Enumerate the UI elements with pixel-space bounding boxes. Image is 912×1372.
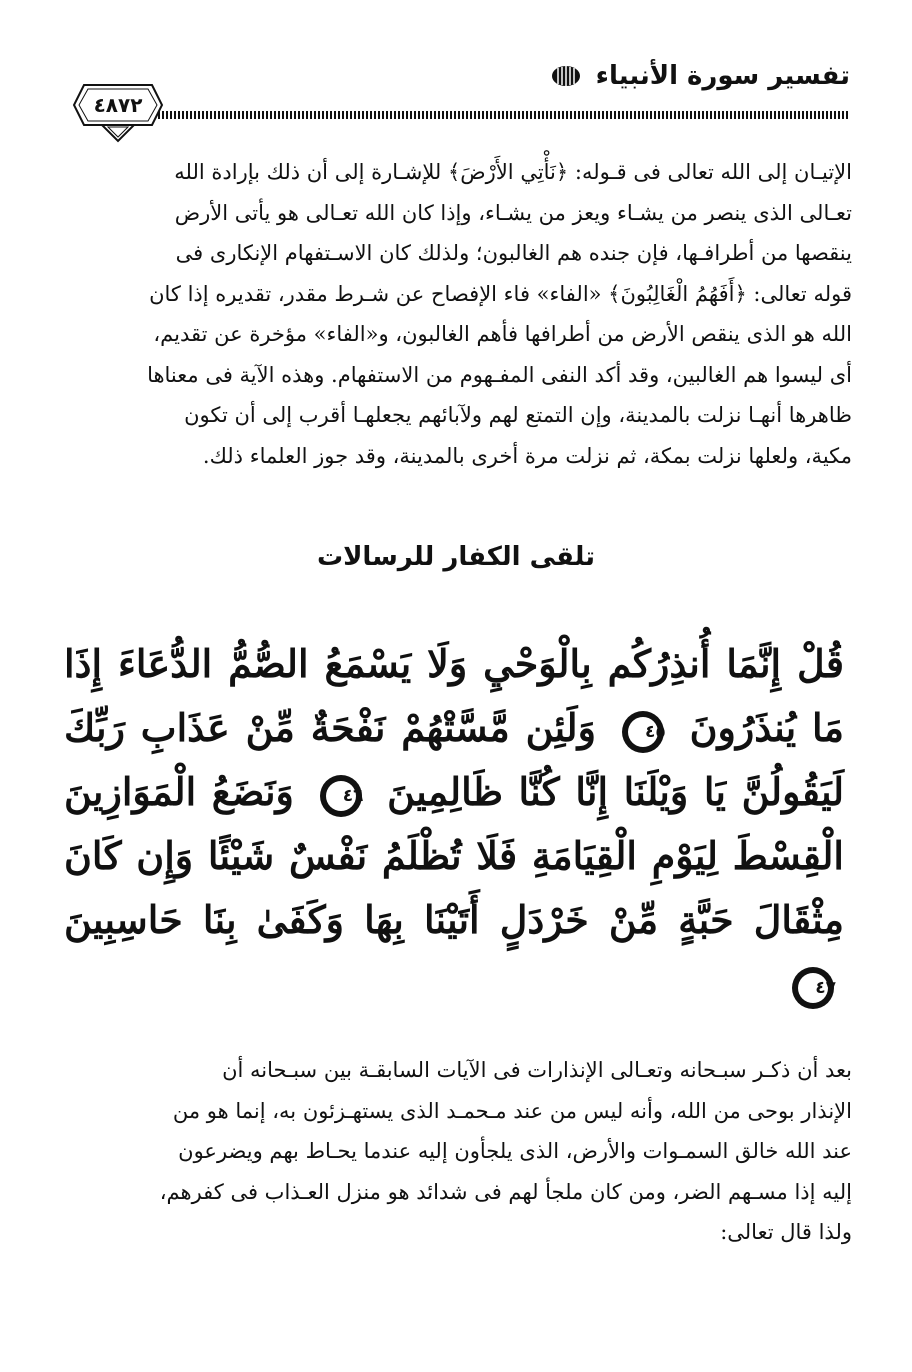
paragraph-line: أى ليسوا هم الغالبين، وقد أكد النفى المفـهوم من الاستفهام. وهذه الآية فى معناها	[147, 362, 852, 387]
quran-line: قُلْ إِنَّمَا أُنذِرُكُم بِالْوَحْيِ وَلَا يَسْمَعُ الصُّمُّ الدُّعَاءَ إِذَا	[64, 641, 844, 686]
paragraph-bottom	[60, 1050, 852, 1253]
quran-line	[64, 888, 844, 1016]
ayah-number: ٤٥	[645, 721, 666, 742]
paragraph-line: الإتيـان إلى الله تعالى فى قـوله: ﴿نَأْتِي الأَرْضَ﴾ للإشـارة إلى أن ذلك بإرادة الله	[174, 160, 852, 184]
quran-line	[64, 760, 844, 824]
paragraph-line: قوله تعالى: ﴿أَفَهُمُ الْغَالِبُونَ﴾ «الفاء» فاء الإفصاح عن شـرط مقدر، تقديره إذا كان	[149, 281, 852, 306]
header-rule	[150, 111, 850, 119]
running-title-text: تفسير سورة الأنبياء	[595, 61, 850, 91]
page-number-badge	[72, 83, 164, 143]
paragraph-line: الله هو الذى ينقص الأرض من أطرافها فأهم الغالبون، و«الفاء» مؤخرة عن تقديم،	[153, 322, 852, 346]
quran-segment: لَيَقُولُنَّ يَا وَيْلَنَا إِنَّا كُنَّا ظَالِمِينَ	[387, 769, 845, 814]
quran-line: الْقِسْطَ لِيَوْمِ الْقِيَامَةِ فَلَا تُظْلَمُ نَفْسٌ شَيْئًا وَإِن كَانَ	[64, 833, 844, 878]
quran-verses	[64, 632, 844, 1016]
ayah-number: ٤٧	[815, 977, 836, 998]
running-title	[550, 61, 850, 91]
quran-line	[64, 696, 844, 760]
ornament-icon	[550, 64, 582, 88]
paragraph-line: تعـالى الذى ينصر من يشـاء ويعز من يشـاء، وإذا كان الله تعـالى هو يأتى الأرض	[174, 200, 852, 225]
quran-segment: وَلَئِن مَّسَّتْهُمْ نَفْحَةٌ مِّنْ عَذَابِ رَبِّكَ	[64, 705, 596, 750]
quran-segment: مَا يُنذَرُونَ	[689, 705, 844, 750]
quran-segment: وَنَضَعُ الْمَوَازِينَ	[64, 769, 294, 814]
page-number: ٤٨٧٢	[93, 93, 143, 117]
paragraph-line: إليه إذا مسـهم الضر، ومن كان ملجأ لهم فى شدائد هو منزل العـذاب فى كفرهم،	[159, 1179, 852, 1204]
ayah-number-marker	[620, 709, 666, 755]
paragraph-line: مكية، ولعلها نزلت بمكة، ثم نزلت مرة أخرى بالمدينة، وقد جوز العلماء ذلك.	[202, 443, 852, 468]
paragraph-line: ينقصها من أطرافـها، فإن جنده هم الغالبون؛ ولذلك كان الاسـتفهام الإنكارى فى	[175, 241, 852, 265]
paragraph-line: ظاهرها أنهـا نزلت بالمدينة، وإن التمتع لهم ولآبائهم يجعلهـا أقرب إلى أن تكون	[184, 403, 852, 427]
ayah-number: ٤٦	[342, 785, 364, 806]
ayah-number-marker	[790, 965, 836, 1011]
paragraph-line: بعد أن ذكـر سبـحانه وتعـالى الإنذارات فى الآيات السابقـة بين سبـحانه أن	[222, 1058, 852, 1082]
paragraph-line: ولذا قال تعالى:	[720, 1220, 852, 1244]
paragraph-line: الإنذار بوحى من الله، وأنه ليس من عند مـحمـد الذى يستهـزئون به، إنما هو من	[172, 1098, 852, 1123]
quran-segment: مِثْقَالَ حَبَّةٍ مِّنْ خَرْدَلٍ أَتَيْنَا بِهَا وَكَفَىٰ بِنَا حَاسِبِينَ	[64, 897, 844, 942]
paragraph-top	[60, 152, 852, 476]
page-header	[60, 55, 850, 150]
ayah-number-marker	[318, 773, 364, 819]
section-heading: تلقى الكفار للرسالات	[316, 542, 596, 572]
paragraph-line: عند الله خالق السمـوات والأرض، الذى يلجأون إليه عندما يحـاط بهم ويضرعون	[178, 1139, 852, 1163]
